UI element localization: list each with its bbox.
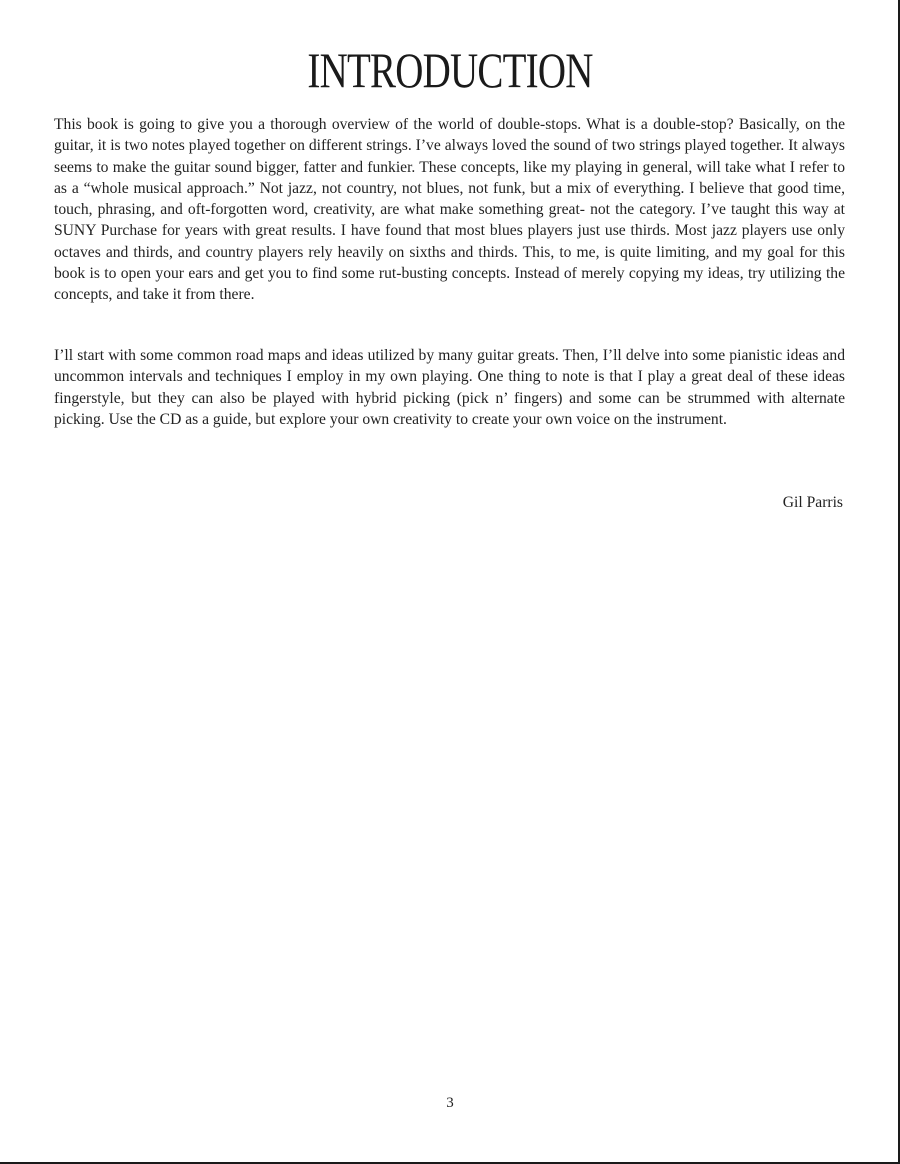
intro-paragraph-2: I’ll start with some common road maps and ideas utilized by many guitar greats. Then, I’ll delve into some pianistic ideas and uncommon intervals and techniques I employ in my own playing. One thing to note is that I play a great deal of these ideas fingerstyle, but they can also be played with hybrid picking (pick n’ fingers) and some can be strummed with alternate picking. Use the CD as a guide, but explore your own creativity to create your own voice on the instrument.: [54, 347, 845, 428]
author-signature: Gil Parris: [782, 494, 843, 511]
page-number: 3: [446, 1095, 454, 1111]
intro-paragraph-1: This book is going to give you a thorough overview of the world of double-stops. What is a double-stop? Basically, on the guitar, it is two notes played together on different strings. I’ve always loved the sound of two strings played together. It always seems to make the guitar sound bigger, fatter and funkier. These concepts, like my playing in general, will take what I refer to as a “whole musical approach.” Not jazz, not country, not blues, not funk, but a mix of everything. I believe that good time, touch, phrasing, and oft-forgotten word, creativity, are what make something great- not the category. I’ve taught this way at SUNY Purchase for years with great results. I have found that most blues players just use thirds. Most jazz players use only octaves and thirds, and country players rely heavily on sixths and thirds. This, to me, is quite limiting, and my goal for this book is to open your ears and get you to find some rut-busting concepts. Instead of merely copying my ideas, try utilizing the concepts, and take it from there.: [54, 116, 845, 304]
page-title: INTRODUCTION: [307, 42, 593, 98]
